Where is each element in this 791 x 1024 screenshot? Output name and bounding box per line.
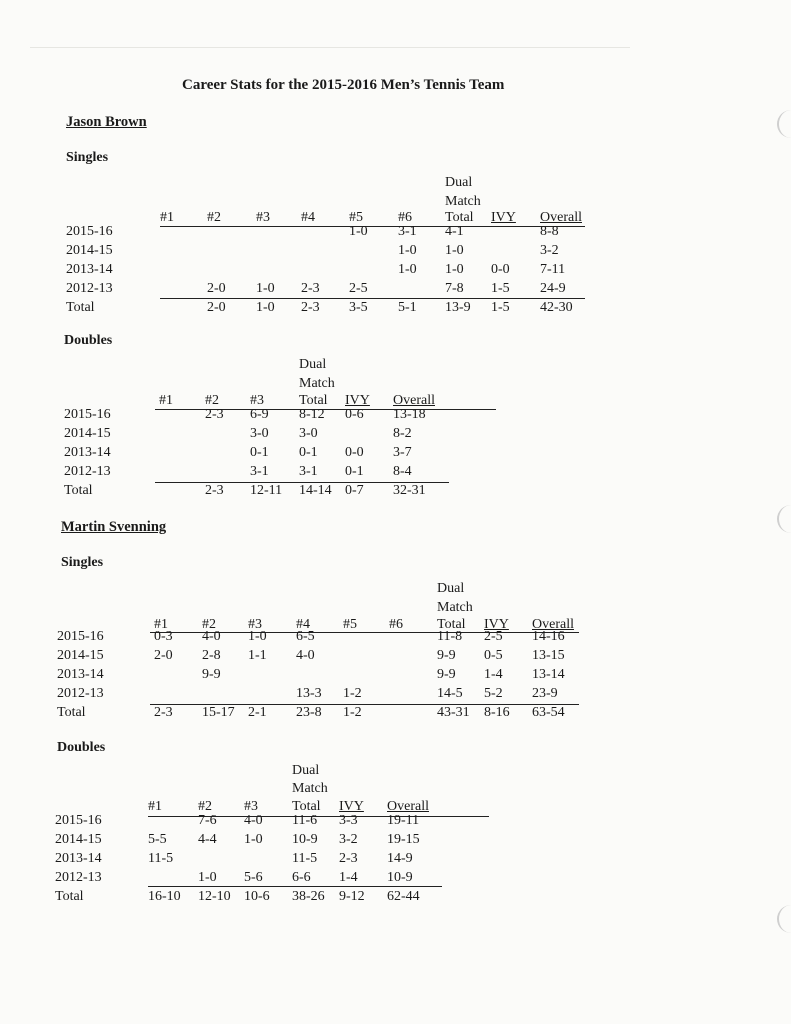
table-cell: 12-10 (198, 889, 231, 904)
table-cell: 8-16 (484, 705, 510, 720)
row-label-2015-16: 2015-16 (55, 813, 102, 828)
table-cell: 0-5 (484, 648, 503, 663)
table-cell: 14-16 (532, 629, 565, 644)
row-label-2013-14: 2013-14 (57, 667, 104, 682)
table-cell: 2-3 (339, 851, 358, 866)
table-cell: 4-0 (296, 648, 315, 663)
table-cell: 8-8 (540, 224, 559, 239)
row-label-2014-15: 2014-15 (66, 243, 113, 258)
table-cell: 1-0 (398, 243, 417, 258)
table-cell: 13-3 (296, 686, 322, 701)
table-cell: 0-1 (250, 445, 269, 460)
column-header-6: #6 (398, 210, 412, 225)
column-header-total: Total (445, 210, 474, 225)
table-cell: 8-12 (299, 407, 325, 422)
row-label-2015-16: 2015-16 (57, 629, 104, 644)
row-label-2013-14: 2013-14 (64, 445, 111, 460)
total-rule (148, 886, 442, 887)
table-cell: 3-3 (339, 813, 358, 828)
header-dual-match: Match (437, 600, 473, 615)
row-label-total: Total (55, 889, 84, 904)
header-dual-match: Dual (445, 175, 473, 190)
column-header-ivy: IVY (491, 210, 516, 225)
header-dual-match: Dual (299, 357, 327, 372)
table-cell: 63-54 (532, 705, 565, 720)
table-cell: 10-9 (292, 832, 318, 847)
row-label-total: Total (66, 300, 95, 315)
table-cell: 5-2 (484, 686, 503, 701)
player-name-martin-svenning: Martin Svenning (61, 519, 167, 535)
table-cell: 8-2 (393, 426, 412, 441)
table-cell: 3-1 (250, 464, 269, 479)
table-cell: 1-0 (198, 870, 217, 885)
column-header-total: Total (292, 799, 321, 814)
row-label-2012-13: 2012-13 (64, 464, 111, 479)
table-cell: 19-11 (387, 813, 420, 828)
table-cell: 32-31 (393, 483, 426, 498)
table-cell: 13-15 (532, 648, 565, 663)
table-cell: 7-11 (540, 262, 566, 277)
table-cell: 11-8 (437, 629, 463, 644)
column-header-5: #5 (349, 210, 363, 225)
table-cell: 3-2 (540, 243, 559, 258)
column-header-ivy: IVY (345, 393, 370, 408)
table-cell: 24-9 (540, 281, 566, 296)
table-cell: 2-3 (154, 705, 173, 720)
doubles-heading-1: Doubles (64, 333, 113, 348)
total-rule (150, 704, 579, 705)
table-cell: 1-0 (256, 300, 275, 315)
column-header-1: #1 (160, 210, 174, 225)
table-cell: 1-0 (398, 262, 417, 277)
row-label-2013-14: 2013-14 (66, 262, 113, 277)
doubles-heading-2: Doubles (57, 740, 106, 755)
column-header-2: #2 (207, 210, 221, 225)
table-cell: 0-0 (491, 262, 510, 277)
total-rule (160, 298, 585, 299)
table-cell: 13-9 (445, 300, 471, 315)
table-cell: 2-3 (205, 483, 224, 498)
table-cell: 0-1 (299, 445, 318, 460)
table-cell: 0-1 (345, 464, 364, 479)
table-cell: 1-0 (445, 243, 464, 258)
table-cell: 0-7 (345, 483, 364, 498)
table-cell: 11-5 (292, 851, 318, 866)
column-header-2: #2 (198, 799, 212, 814)
table-cell: 1-2 (343, 705, 362, 720)
table-cell: 3-0 (250, 426, 269, 441)
column-header-5: #5 (343, 617, 357, 632)
column-header-ivy: IVY (484, 617, 509, 632)
table-cell: 3-7 (393, 445, 412, 460)
table-cell: 15-17 (202, 705, 235, 720)
table-cell: 13-14 (532, 667, 565, 682)
column-header-6: #6 (389, 617, 403, 632)
table-cell: 5-6 (244, 870, 263, 885)
row-label-2015-16: 2015-16 (64, 407, 111, 422)
table-cell: 3-0 (299, 426, 318, 441)
table-cell: 4-0 (244, 813, 263, 828)
row-label-2015-16: 2015-16 (66, 224, 113, 239)
table-cell: 5-1 (398, 300, 417, 315)
table-cell: 2-0 (207, 300, 226, 315)
header-dual-match: Dual (292, 763, 320, 778)
table-cell: 12-11 (250, 483, 283, 498)
table-cell: 2-3 (301, 300, 320, 315)
table-cell: 1-4 (484, 667, 503, 682)
player-name-jason-brown: Jason Brown (66, 114, 147, 130)
table-cell: 19-15 (387, 832, 420, 847)
table-cell: 5-5 (148, 832, 167, 847)
table-cell: 2-3 (205, 407, 224, 422)
column-header-2: #2 (205, 393, 219, 408)
table-cell: 9-12 (339, 889, 365, 904)
table-cell: 1-0 (349, 224, 368, 239)
table-cell: 10-9 (387, 870, 413, 885)
row-label-2013-14: 2013-14 (55, 851, 102, 866)
table-cell: 2-8 (202, 648, 221, 663)
table-cell: 1-0 (256, 281, 275, 296)
row-label-2012-13: 2012-13 (57, 686, 104, 701)
table-cell: 14-9 (387, 851, 413, 866)
binder-hole-bottom (777, 905, 791, 933)
table-cell: 10-6 (244, 889, 270, 904)
table-cell: 2-0 (207, 281, 226, 296)
table-cell: 43-31 (437, 705, 470, 720)
row-label-2012-13: 2012-13 (66, 281, 113, 296)
column-header-3: #3 (256, 210, 270, 225)
table-cell: 14-14 (299, 483, 332, 498)
row-label-2014-15: 2014-15 (57, 648, 104, 663)
table-cell: 23-9 (532, 686, 558, 701)
column-header-1: #1 (159, 393, 173, 408)
singles-heading-1: Singles (66, 150, 109, 165)
row-label-2014-15: 2014-15 (64, 426, 111, 441)
column-header-3: #3 (248, 617, 262, 632)
table-cell: 11-5 (148, 851, 174, 866)
table-cell: 11-6 (292, 813, 318, 828)
column-header-total: Total (437, 617, 466, 632)
binder-hole-middle (777, 505, 791, 533)
table-cell: 14-5 (437, 686, 463, 701)
binder-hole-top (777, 110, 791, 138)
table-cell: 0-6 (345, 407, 364, 422)
table-cell: 1-5 (491, 281, 510, 296)
header-dual-match: Dual (437, 581, 465, 596)
table-cell: 6-6 (292, 870, 311, 885)
header-dual-match: Match (292, 781, 328, 796)
table-cell: 8-4 (393, 464, 412, 479)
table-cell: 3-1 (299, 464, 318, 479)
table-cell: 2-3 (301, 281, 320, 296)
column-header-1: #1 (154, 617, 168, 632)
table-cell: 2-1 (248, 705, 267, 720)
table-cell: 7-6 (198, 813, 217, 828)
page-edge-line (30, 47, 630, 48)
row-label-2014-15: 2014-15 (55, 832, 102, 847)
column-header-overall: Overall (540, 210, 582, 225)
column-header-overall: Overall (393, 393, 435, 408)
table-cell: 1-4 (339, 870, 358, 885)
table-cell: 1-2 (343, 686, 362, 701)
column-header-ivy: IVY (339, 799, 364, 814)
table-cell: 38-26 (292, 889, 325, 904)
table-cell: 2-5 (349, 281, 368, 296)
singles-heading-2: Singles (61, 555, 104, 570)
column-header-3: #3 (250, 393, 264, 408)
table-cell: 62-44 (387, 889, 420, 904)
table-cell: 1-0 (248, 629, 267, 644)
row-label-2012-13: 2012-13 (55, 870, 102, 885)
table-cell: 6-5 (296, 629, 315, 644)
column-header-overall: Overall (387, 799, 429, 814)
column-header-total: Total (299, 393, 328, 408)
header-dual-match: Match (445, 194, 481, 209)
table-cell: 16-10 (148, 889, 181, 904)
table-cell: 23-8 (296, 705, 322, 720)
table-cell: 1-0 (445, 262, 464, 277)
table-cell: 9-9 (437, 667, 456, 682)
table-cell: 2-5 (484, 629, 503, 644)
table-cell: 1-5 (491, 300, 510, 315)
column-header-4: #4 (301, 210, 315, 225)
table-cell: 1-1 (248, 648, 267, 663)
table-cell: 4-1 (445, 224, 464, 239)
table-cell: 13-18 (393, 407, 426, 422)
table-cell: 9-9 (437, 648, 456, 663)
table-cell: 4-0 (202, 629, 221, 644)
table-cell: 1-0 (244, 832, 263, 847)
table-cell: 3-1 (398, 224, 417, 239)
table-cell: 4-4 (198, 832, 217, 847)
table-cell: 2-0 (154, 648, 173, 663)
table-cell: 42-30 (540, 300, 573, 315)
document-title: Career Stats for the 2015-2016 Men’s Tennis Team (182, 77, 505, 93)
column-header-3: #3 (244, 799, 258, 814)
header-dual-match: Match (299, 376, 335, 391)
total-rule (155, 482, 449, 483)
column-header-2: #2 (202, 617, 216, 632)
row-label-total: Total (64, 483, 93, 498)
table-cell: 3-2 (339, 832, 358, 847)
table-cell: 0-3 (154, 629, 173, 644)
table-cell: 0-0 (345, 445, 364, 460)
table-cell: 7-8 (445, 281, 464, 296)
table-cell: 3-5 (349, 300, 368, 315)
header-rule (160, 226, 585, 227)
column-header-overall: Overall (532, 617, 574, 632)
table-cell: 6-9 (250, 407, 269, 422)
column-header-1: #1 (148, 799, 162, 814)
table-cell: 9-9 (202, 667, 221, 682)
row-label-total: Total (57, 705, 86, 720)
column-header-4: #4 (296, 617, 310, 632)
